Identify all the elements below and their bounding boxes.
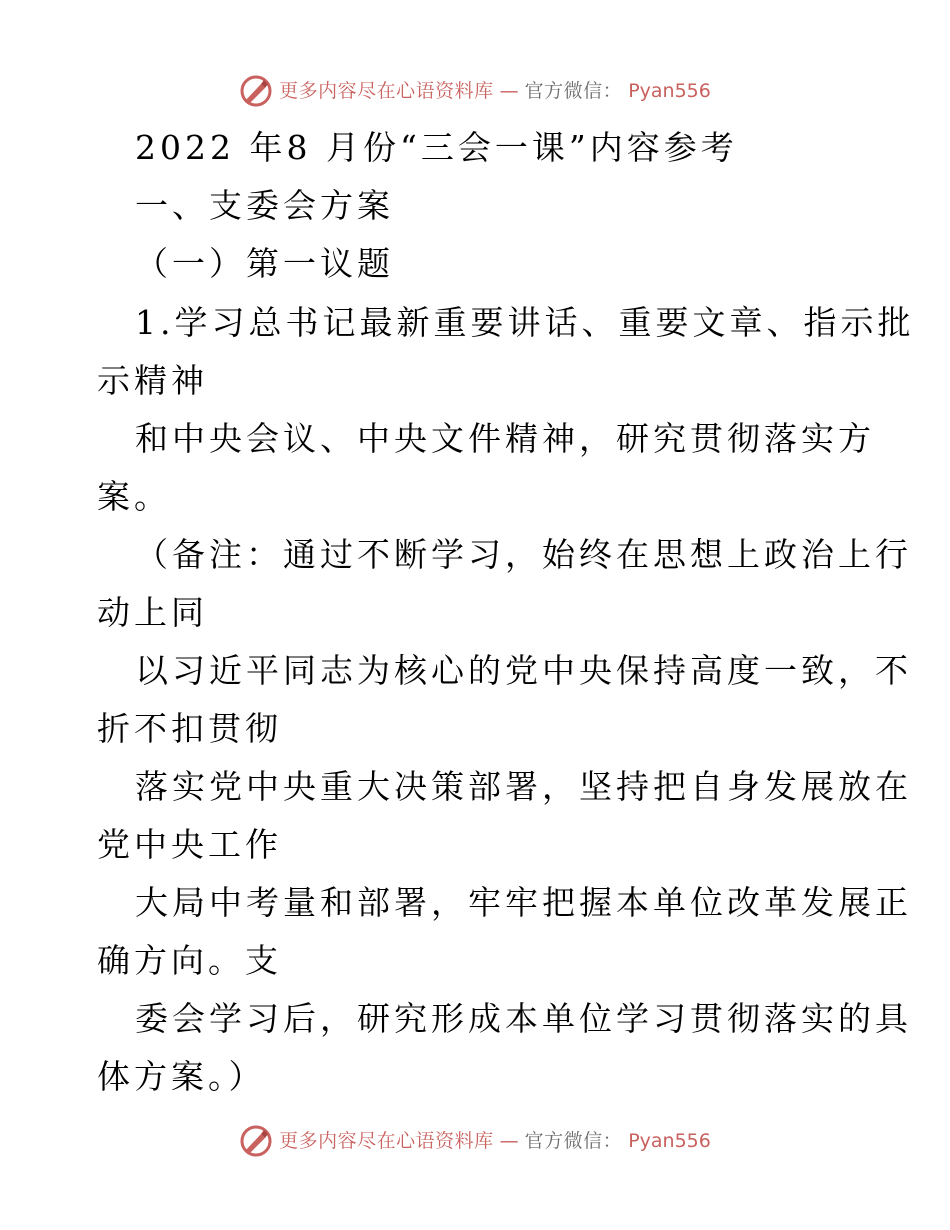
paragraph-line: 案。 [97,477,171,516]
paragraph-line: 大局中考量和部署，牢牢把握本单位改革发展正 [135,883,912,922]
paragraph-line: 党中央工作 [97,825,282,864]
document-title: 2022 年8 月份“三会一课”内容参考 [135,128,738,167]
header-watermark [0,71,950,111]
paragraph-line: 折不扣贯彻 [97,709,282,748]
watermark-wechat-id: Pyan556 [628,79,711,102]
watermark-text: 更多内容尽在心语资料库 [279,79,494,102]
subsection-heading: （一）第一议题 [135,244,394,283]
paragraph-line: 落实党中央重大决策部署，坚持把自身发展放在 [135,767,912,806]
paragraph-line: 体方案。） [97,1057,266,1096]
paragraph-line: 动上同 [97,593,208,632]
paragraph-line: 确方向。支 [97,941,282,980]
watermark-dash: — [499,1129,519,1152]
watermark-official-label: 官方微信： [524,1129,623,1152]
paragraph-line: 和中央会议、中央文件精神，研究贯彻落实方 [135,419,875,458]
watermark-text: 更多内容尽在心语资料库 [279,1129,494,1152]
paragraph-line: 1.学习总书记最新重要讲话、重要文章、指示批 [135,303,915,342]
paragraph-line: 示精神 [97,361,208,400]
pen-circle-logo-icon [239,1124,273,1158]
footer-watermark [0,1121,950,1161]
pen-circle-logo-icon [239,74,273,108]
paragraph-line: 以习近平同志为核心的党中央保持高度一致，不 [135,651,912,690]
watermark-official-label: 官方微信： [524,79,623,102]
paragraph-line: （备注：通过不断学习，始终在思想上政治上行 [135,535,912,574]
watermark-wechat-id: Pyan556 [628,1129,711,1152]
watermark-dash: — [499,79,519,102]
paragraph-line: 委会学习后，研究形成本单位学习贯彻落实的具 [135,999,912,1038]
section-heading: 一、支委会方案 [135,186,394,225]
